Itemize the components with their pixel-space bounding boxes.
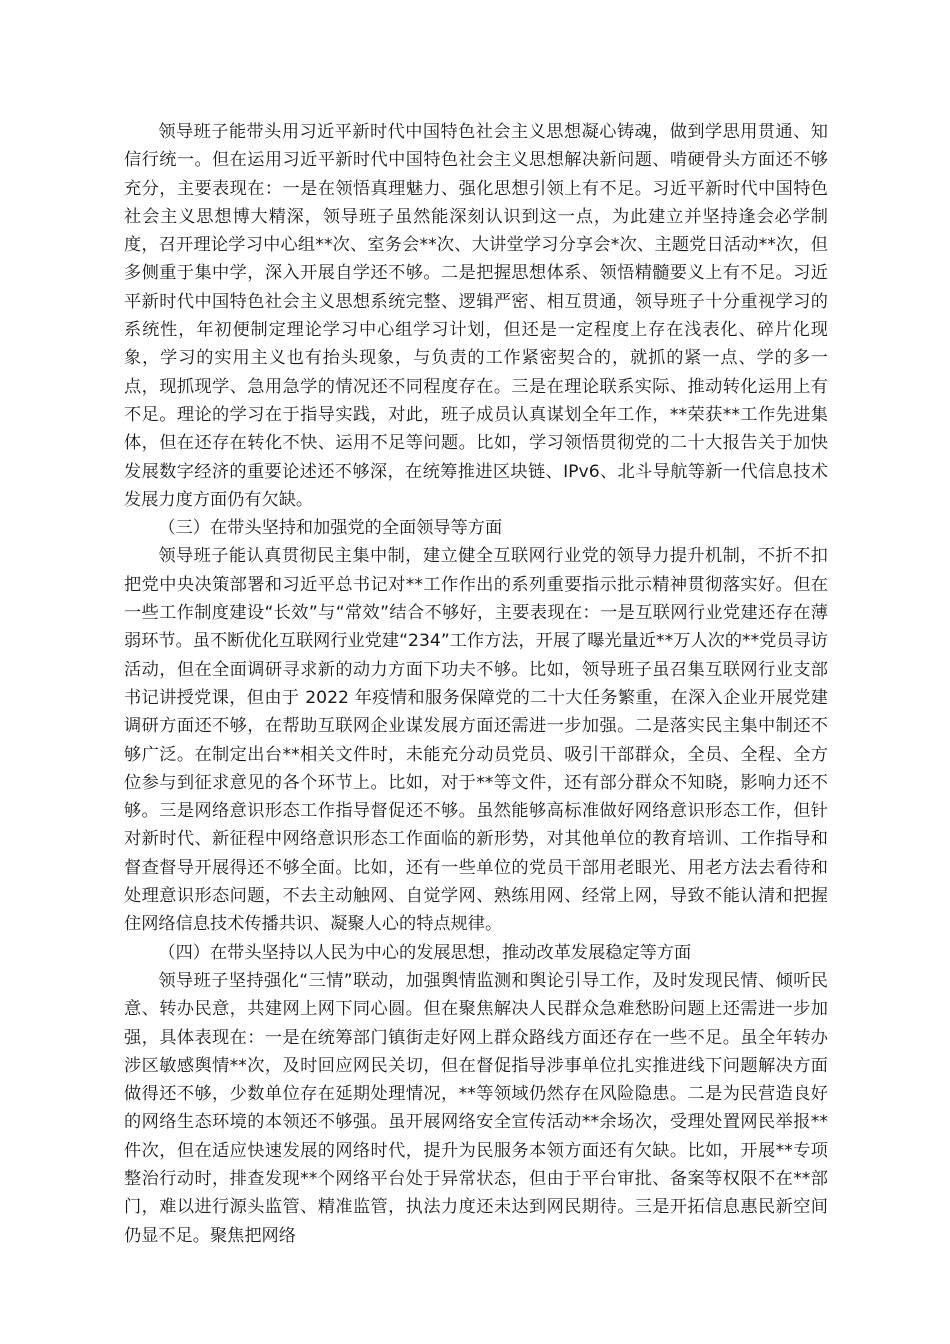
paragraph-theory-study: 领导班子能带头用习近平新时代中国特色社会主义思想凝心铸魂，做到学思用贯通、知信行统一。但在运用习近平新时代中国特色社会主义思想解决新问题、啃硬骨头方面还不够充分，主要表现在：一是在领悟真理魅力、强化思想引领上有不足。习近平新时代中国特色社会主义思想博大精深，领导班子虽然能深刻认识到这一点，为此建立并坚持逢会必学制度，召开理论学习中心组**次、室务会**次、大讲堂学习分享会*次、主题党日活动**次，但多侧重于集中学，深入开展自学还不够。二是把握思想体系、领悟精髓要义上有不足。习近平新时代中国特色社会主义思想系统完整、逻辑严密、相互贯通，领导班子十分重视学习的系统性，年初便制定理论学习中心组学习计划，但还是一定程度上存在浅表化、碎片化现象，学习的实用主义也有抬头现象，与负责的工作紧密契合的，就抓的紧一点、学的多一点，现抓现学、急用急学的情况还不同程度存在。三是在理论联系实际、推动转化运用上有不足。理论的学习在于指导实践，对此，班子成员认真谋划全年工作，**荣获**工作先进集体，但在还存在转化不快、运用不足等问题。比如，学习领悟贯彻党的二十大报告关于加快发展数字经济的重要论述还不够深，在统筹推进区块链、IPv6、北斗导航等新一代信息技术发展力度方面仍有欠缺。 <box>124 122 828 510</box>
section-heading-4: （四）在带头坚持以人民为中心的发展思想，推动改革发展稳定等方面 <box>158 942 692 963</box>
section-heading-3: （三）在带头坚持和加强党的全面领导等方面 <box>158 518 503 539</box>
paragraph-party-leadership: 领导班子能认真贯彻民主集中制，建立健全互联网行业党的领导力提升机制，不折不扣把党中央决策部署和习近平总书记对**工作作出的系列重要指示批示精神贯彻落实好。但在一些工作制度建设“长效”与“常效”结合不够好，主要表现在：一是互联网行业党建还存在薄弱环节。虽不断优化互联网行业党建“234”工作方法，开展了曝光量近**万人次的**党员寻访活动，但在全面调研寻求新的动力方面下功夫不够。比如，领导班子虽召集互联网行业支部书记讲授党课，但由于 2022 年疫情和服务保障党的二十大任务繁重，在深入企业开展党建调研方面还不够，在帮助互联网企业谋发展方面还需进一步加强。二是落实民主集中制还不够广泛。在制定出台**相关文件时，未能充分动员党员、吸引干部群众，全员、全程、全方位参与到征求意见的各个环节上。比如，对于**等文件，还有部分群众不知晓，影响力还不够。三是网络意识形态工作指导督促还不够。虽然能够高标准做好网络意识形态工作，但针对新时代、新征程中网络意识形态工作面临的新形势，对其他单位的教育培训、工作指导和督查督导开展得还不够全面。比如，还有一些单位的党员干部用老眼光、用老方法去看待和处理意识形态问题，不去主动触网、自觉学网、熟练用网、经常上网，导致不能认清和把握住网络信息技术传播共识、凝聚人心的特点规律。 <box>124 546 828 935</box>
paragraph-people-centered: 领导班子坚持强化“三情”联动，加强舆情监测和舆论引导工作，及时发现民情、倾听民意、转办民意，共建网上网下同心圆。但在聚焦解决人民群众急难愁盼问题上还需进一步加强，具体表现在：一是在统筹部门镇街走好网上群众路线方面还存在一些不足。虽全年转办涉区敏感舆情**次，及时回应网民关切，但在督促指导涉事单位扎实推进线下问题解决方面做得还不够，少数单位存在延期处理情况，**等领域仍然存在风险隐患。二是为民营造良好的网络生态环境的本领还不够强。虽开展网络安全宣传活动**余场次，受理处置网民举报**件次，但在适应快速发展的网络时代，提升为民服务本领方面还有欠缺。比如，开展**专项整治行动时，排查发现**个网络平台处于异常状态，但由于平台审批、备案等权限不在**部门，难以进行源头监管、精准监管，执法力度还未达到网民期待。三是开拓信息惠民新空间仍显不足。聚焦把网络 <box>124 970 828 1246</box>
document-body <box>124 118 828 1250</box>
